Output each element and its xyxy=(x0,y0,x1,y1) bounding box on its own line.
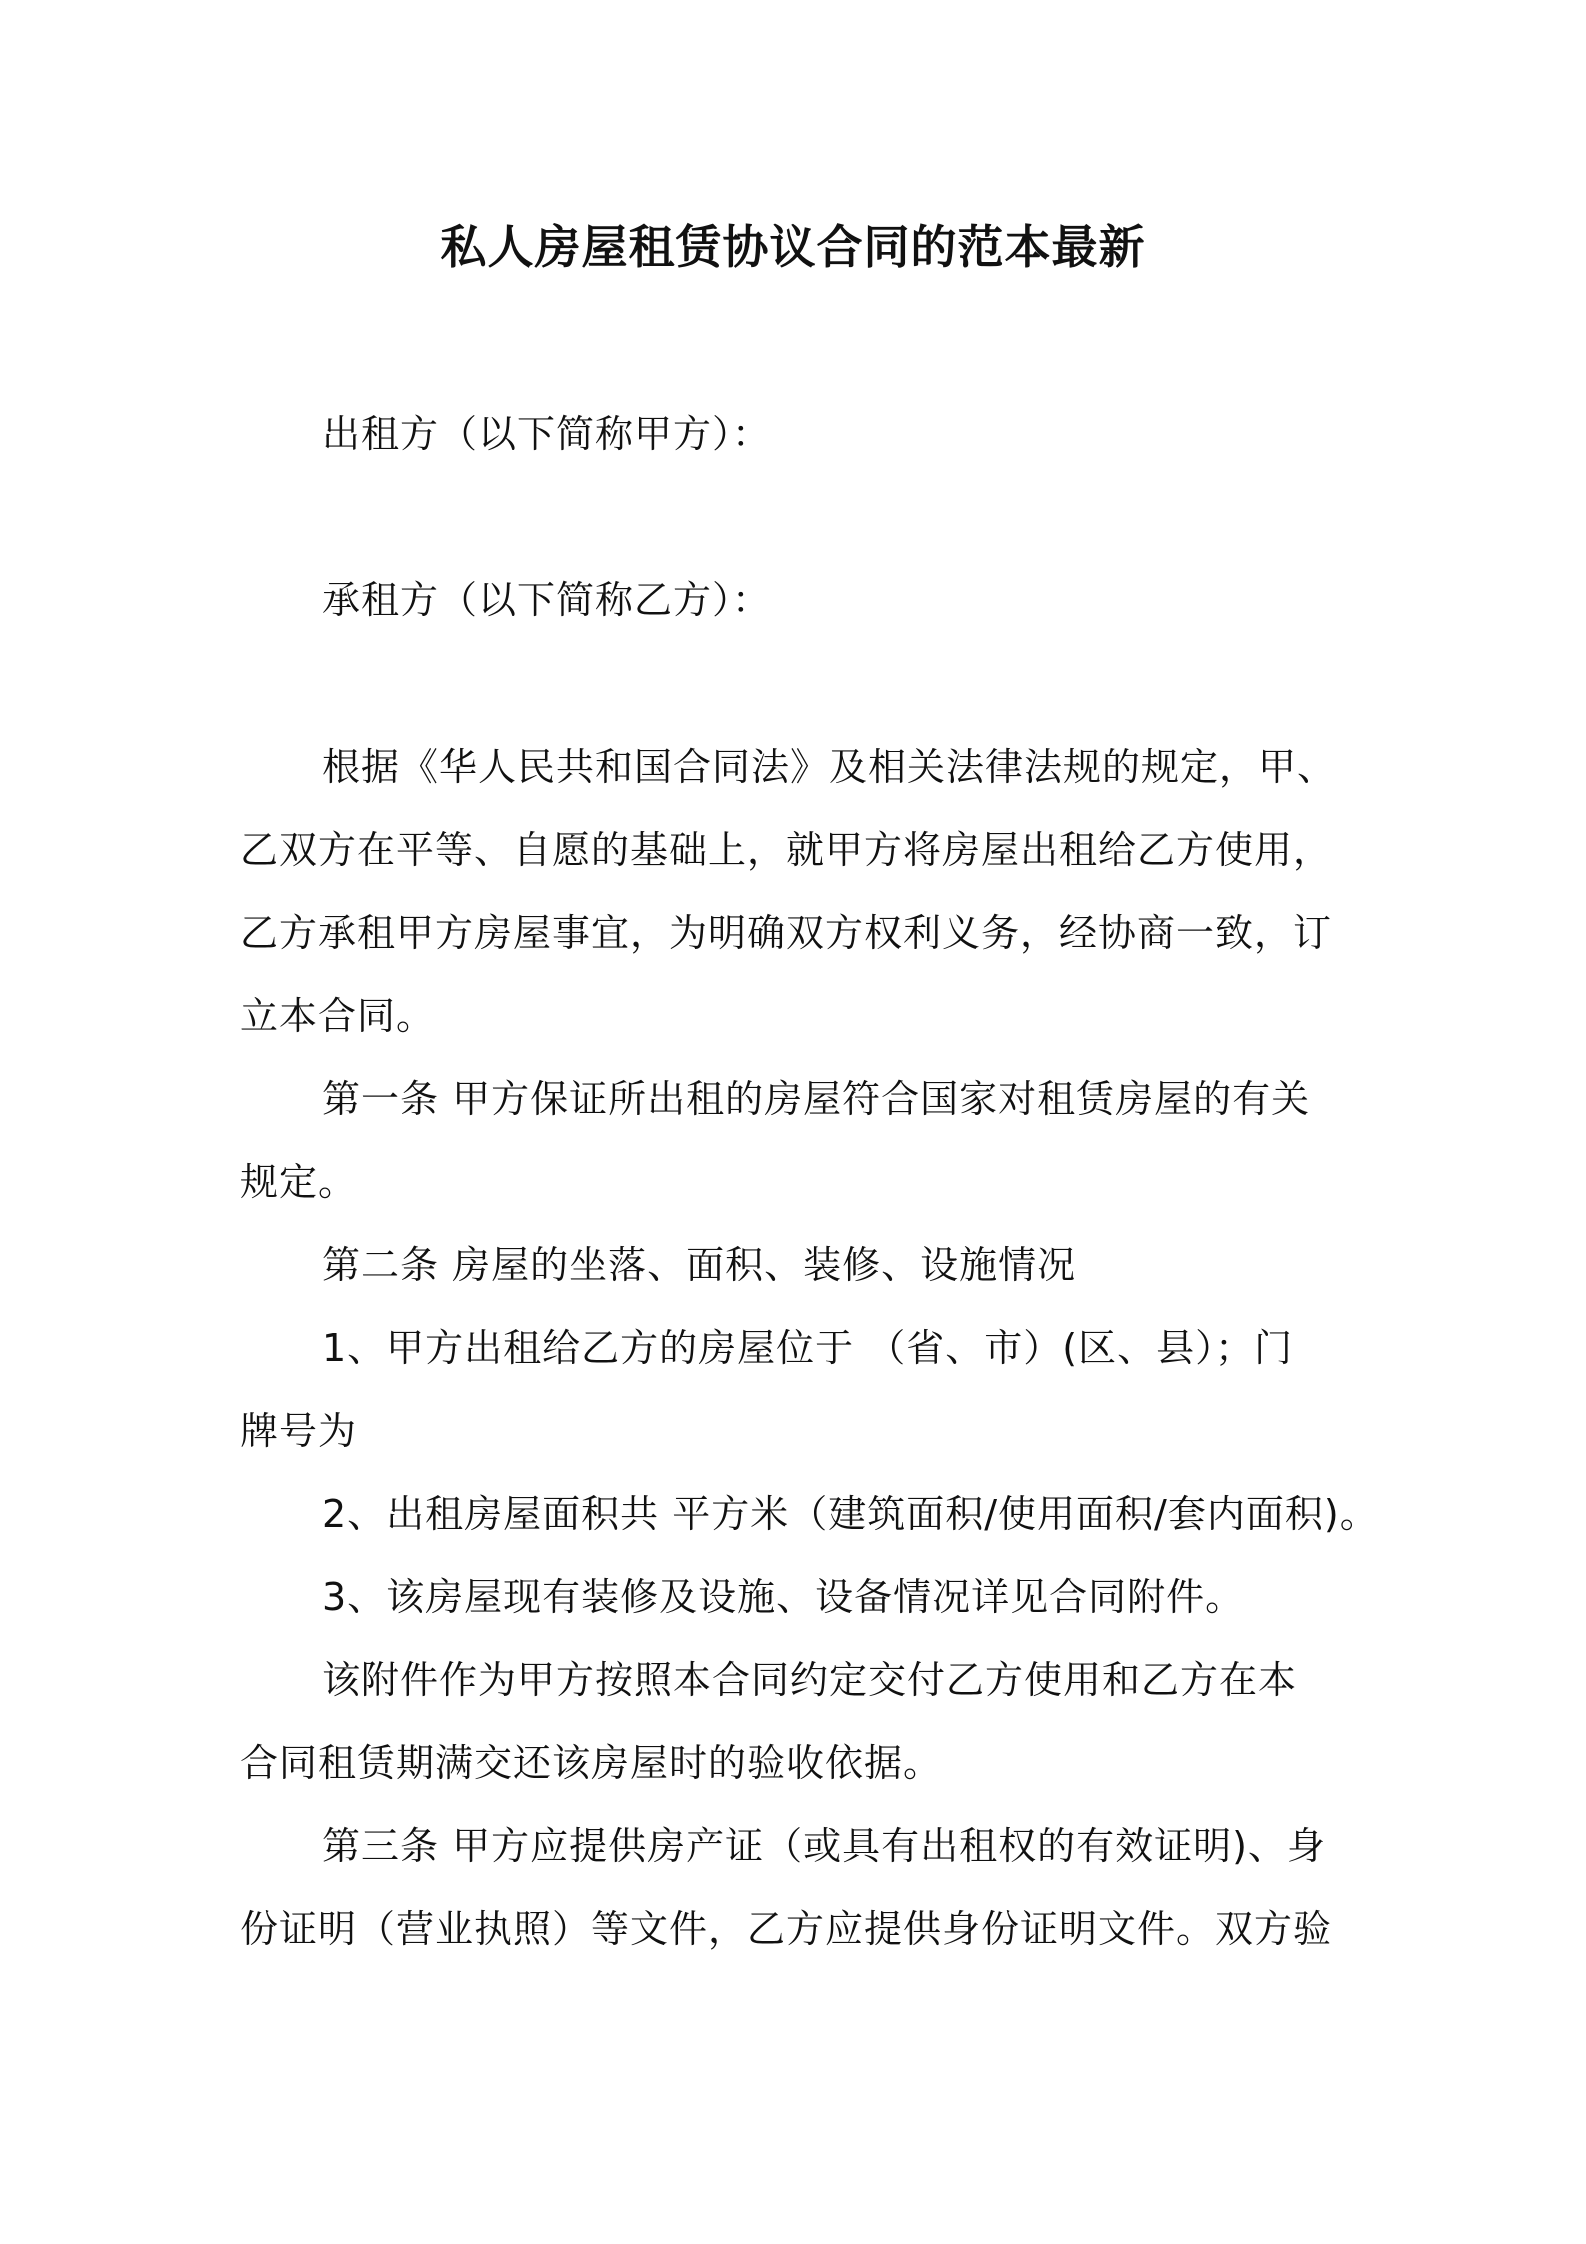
preamble-line: 乙双方在平等、自愿的基础上，就甲方将房屋出租给乙方使用， xyxy=(240,828,1333,872)
article3-line: 第三条 甲方应提供房产证（或具有出租权的有效证明)、身 xyxy=(322,1824,1326,1868)
article3-line: 份证明（营业执照）等文件，乙方应提供身份证明文件。双方验 xyxy=(240,1907,1333,1951)
article2-note-line: 合同租赁期满交还该房屋时的验收依据。 xyxy=(240,1741,943,1785)
article1-line: 规定。 xyxy=(240,1160,358,1204)
article2-note-line: 该附件作为甲方按照本合同约定交付乙方使用和乙方在本 xyxy=(322,1658,1298,1702)
article2-heading: 第二条 房屋的坐落、面积、装修、设施情况 xyxy=(322,1243,1077,1287)
article2-item1-line: 牌号为 xyxy=(240,1409,358,1453)
preamble-line: 根据《华人民共和国合同法》及相关法律法规的规定，甲、 xyxy=(322,745,1337,789)
article2-item2: 2、出租房屋面积共 平方米（建筑面积/使用面积/套内面积)。 xyxy=(322,1492,1379,1536)
article2-item3: 3、该房屋现有装修及设施、设备情况详见合同附件。 xyxy=(322,1575,1245,1619)
lessor-line: 出租方（以下简称甲方）： xyxy=(322,412,772,456)
document-title: 私人房屋租赁协议合同的范本最新 xyxy=(440,220,1146,274)
article2-item1-line: 1、甲方出租给乙方的房屋位于 （省、市）(区、县）；门 xyxy=(322,1326,1294,1370)
article1-line: 第一条 甲方保证所出租的房屋符合国家对租赁房屋的有关 xyxy=(322,1077,1311,1121)
preamble-line: 乙方承租甲方房屋事宜，为明确双方权利义务，经协商一致，订 xyxy=(240,911,1333,955)
preamble-line: 立本合同。 xyxy=(240,994,436,1038)
lessee-line: 承租方（以下简称乙方）： xyxy=(322,578,772,622)
